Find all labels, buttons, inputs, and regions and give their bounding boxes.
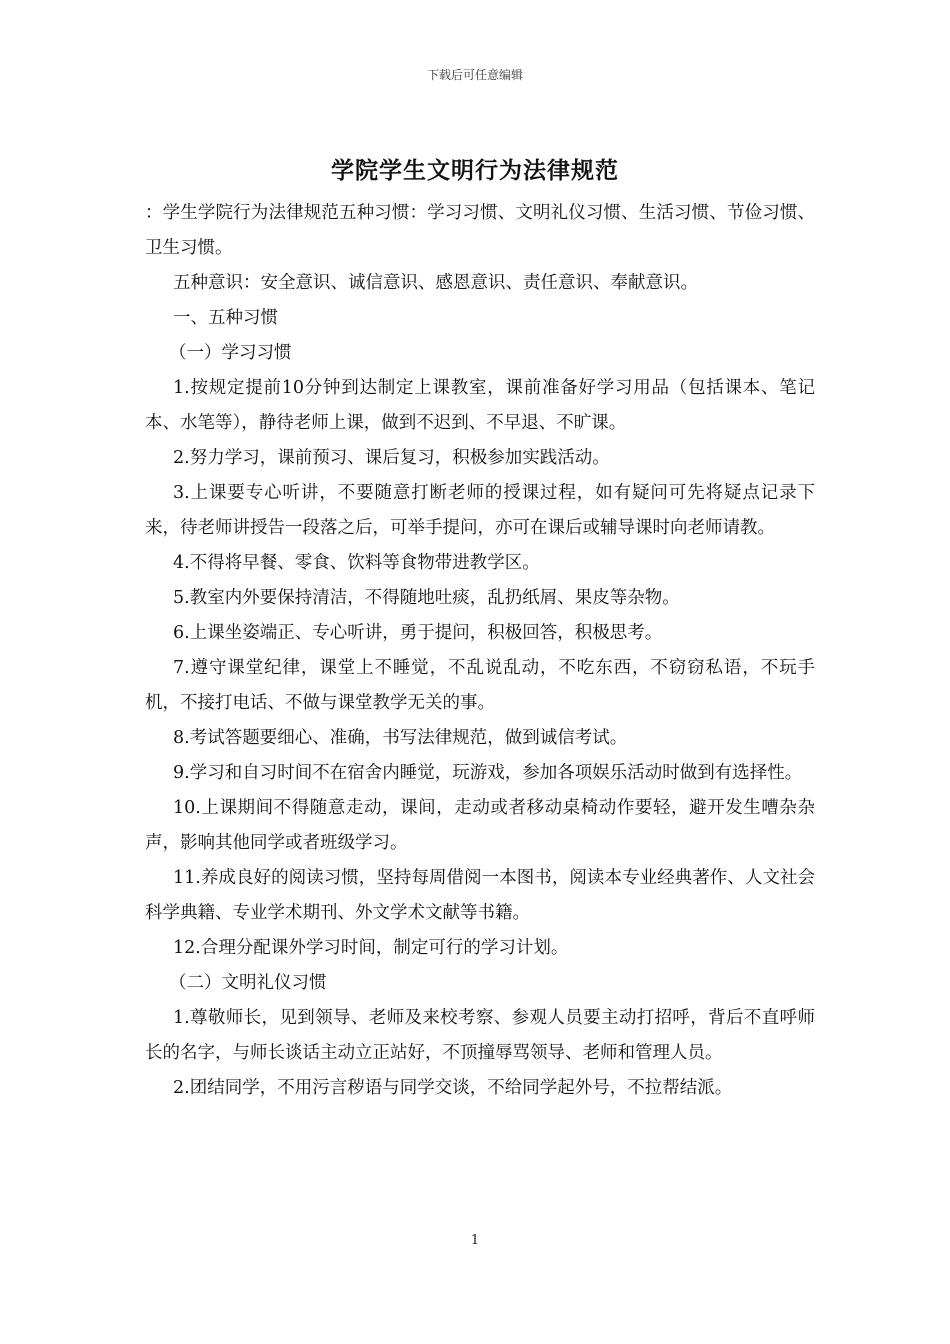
list-item: 6.上课坐姿端正、专心听讲，勇于提问，积极回答，积极思考。 — [173, 623, 663, 643]
list-item: 7.遵守课堂纪律，课堂上不睡觉，不乱说乱动，不吃东西，不窃窃私语，不玩手机，不接打电话、不做与课堂教学无关的事。 — [145, 658, 815, 713]
intro-paragraph: ：学生学院行为法律规范五种习惯：学习习惯、文明礼仪习惯、生活习惯、节俭习惯、卫生习惯。 — [145, 203, 815, 258]
header-note: 下载后可任意编辑 — [426, 68, 523, 82]
list-item: 10.上课期间不得随意走动，课间，走动或者移动桌椅动作要轻，避开发生嘈杂杂声，影响其他同学或者班级学习。 — [145, 798, 815, 853]
page-number: 1 — [470, 1233, 480, 1248]
section-heading-five-habits: 一、五种习惯 — [173, 308, 278, 328]
subsection-heading-etiquette-habits: （二）文明礼仪习惯 — [169, 973, 327, 993]
subsection-heading-study-habits: （一）学习习惯 — [169, 343, 292, 363]
list-item: 5.教室内外要保持清洁，不得随地吐痰，乱扔纸屑、果皮等杂物。 — [173, 588, 680, 608]
paragraph-five-awareness: 五种意识：安全意识、诚信意识、感恩意识、责任意识、奉献意识。 — [173, 273, 698, 293]
list-item: 3.上课要专心听讲，不要随意打断老师的授课过程，如有疑问可先将疑点记录下来，待老师讲授告一段落之后，可举手提问，亦可在课后或辅导课时向老师请教。 — [145, 483, 815, 538]
list-item: 8.考试答题要细心、准确，书写法律规范，做到诚信考试。 — [173, 728, 628, 748]
list-item: 12.合理分配课外学习时间，制定可行的学习计划。 — [173, 938, 569, 958]
list-item: 2.团结同学，不用污言秽语与同学交谈，不给同学起外号，不拉帮结派。 — [173, 1078, 733, 1098]
list-item: 4.不得将早餐、零食、饮料等食物带进教学区。 — [173, 553, 540, 573]
document-title: 学院学生文明行为法律规范 — [331, 157, 619, 184]
list-item: 1.按规定提前10分钟到达制定上课教室，课前准备好学习用品（包括课本、笔记本、水笔等），静待老师上课，做到不迟到、不早退、不旷课。 — [145, 378, 815, 433]
list-item: 1.尊敬师长，见到领导、老师及来校考察、参观人员要主动打招呼，背后不直呼师长的名字，与师长谈话主动立正站好，不顶撞辱骂领导、老师和管理人员。 — [145, 1008, 815, 1063]
list-item: 9.学习和自习时间不在宿舍内睡觉，玩游戏，参加各项娱乐活动时做到有选择性。 — [173, 763, 803, 783]
list-item: 2.努力学习，课前预习、课后复习，积极参加实践活动。 — [173, 448, 610, 468]
document-body — [145, 196, 815, 1106]
list-item: 11.养成良好的阅读习惯，坚持每周借阅一本图书，阅读本专业经典著作、人文社会科学典籍、专业学术期刊、外文学术文献等书籍。 — [145, 868, 815, 923]
